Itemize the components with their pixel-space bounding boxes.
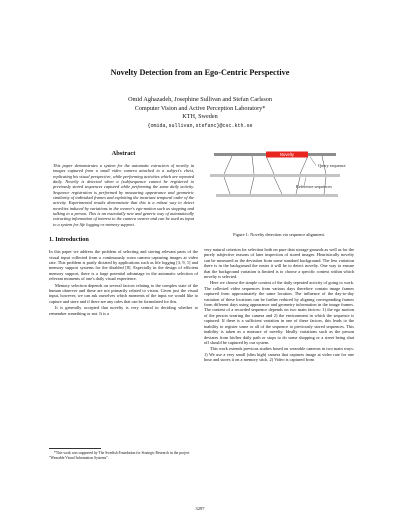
reference-sequence-bar bbox=[216, 194, 338, 197]
page-number: 3297 bbox=[195, 506, 205, 511]
query-sequence-label: Query sequence bbox=[318, 163, 346, 168]
intro-paragraph-3: It is generally accepted that novelty is very central in deciding whether to remember something or not. It is a bbox=[49, 305, 198, 316]
sequence-alignment-diagram bbox=[204, 148, 354, 230]
institution: KTH, Sweden bbox=[182, 113, 218, 121]
novelty-label: Novelty bbox=[280, 152, 294, 158]
paper-title: Novelty Detection from an Ego-Centric Perspective bbox=[110, 68, 290, 77]
author-names: Omid Aghazadeh, Josephine Sullivan and Stefan Carlsson bbox=[128, 96, 272, 103]
right-column bbox=[204, 148, 354, 364]
section-heading-introduction: 1. Introduction bbox=[49, 236, 89, 244]
abstract-text: This paper demonstrates a system for the automatic extraction of novelty in images captured from a small video camera attached to a subject's chest, replicating his visual perspective, while performing activities which are repeated daily. Novelty is detected when a (sub)sequence cannot be registered to previously stored sequences captured while performing the same daily activity. Sequence registration is performed by measuring appearance and geometric similarity of individual frames and exploiting the invariant temporal order of the activity. Experimental results demonstrate that this is a robust way to detect novelties induced by variations in the wearer's ego-motion such as stopping and talking to a person. This is an essentially new and generic way of automatically extracting information of interest to the camera wearer and can be used as input to a system for life logging or memory support. bbox=[53, 163, 194, 227]
left-column bbox=[49, 150, 198, 317]
author-email: {omida,sullivan,stefanc}@csc.kth.se bbox=[147, 122, 253, 129]
figure-1 bbox=[204, 148, 354, 230]
footnote-divider bbox=[49, 448, 101, 449]
intro-paragraph-1: In this paper we address the problem of selecting and storing relevant parts of the visual input collected from a continuously worn camera capturing images at video rate. This problem is partly dictated by applications such as life logging [3, 9, 1] and memory support systems for the disabled [8]. Especially in the design of efficient memory support, there is a large potential advantage in the automatic selection of relevant moments of one's daily visual experience. bbox=[49, 249, 198, 282]
footnote: *This work was supported by The Swedish Foundation for Strategic Research in the project "Wearable Visual Information Systems". bbox=[49, 451, 190, 460]
right-paragraph-1: very natural criterion for selection both on pure data storage grounds as well as for the purely subjective reasons of later inspection of stored images. Heuristically novelty can be measured as the deviation from some standard background. The less variation there is in the background the easier it will be to detect novelty. One way to ensure that the background variation is limited is to choose a specific context within which novelty is selected. bbox=[204, 247, 354, 280]
affiliation: Computer Vision and Active Perception Laboratory* bbox=[134, 104, 266, 112]
author-block bbox=[0, 96, 400, 130]
reference-sequences-label: Reference sequences bbox=[296, 184, 332, 189]
right-paragraph-3: This work extends previous studies based on wearable cameras in two main ways: 1) We use a very small (slim high) camera that captures image at video rate for one hour and stores it on a memory stick. 2) Video is captured from bbox=[204, 346, 354, 363]
intro-paragraph-2: Memory selection depends on several factors relating to the complex state of the human observer and these are not primarily related to vision. Given just the visual input, however, we can ask ourselves which moments of the input we would like to capture and store and if there are any rules that can be formulated for this. bbox=[49, 282, 198, 304]
figure-1-caption: Figure 1: Novelty detection via sequence alignment. bbox=[233, 232, 325, 237]
right-paragraph-2: Here we choose the simple context of the daily repeated activity of going to work. The collected video sequences from various days therefore contain image frames captured from approximately the same location. The influence of the day-to-day variation of these locations can be further reduced by aligning corresponding frames from different days using appearance and geometry information in the image frames. The content of a recorded sequence depends on two main factors: 1) the ego motion of the person wearing the camera and 2) the environment in which the sequence is captured. If there is a sufficient variation in one of these factors, this leads to the inability to register some or all of the sequence to previously stored sequences. This inability is taken as a measure of novelty. Ideally variations such as the person deviates from his/her daily path or stops to do some shopping or a street being shut off should be captured by our system. bbox=[204, 280, 354, 345]
query-label-pointer bbox=[310, 157, 316, 166]
abstract-heading: Abstract bbox=[111, 150, 136, 157]
reference-sequence-bar bbox=[210, 174, 340, 177]
